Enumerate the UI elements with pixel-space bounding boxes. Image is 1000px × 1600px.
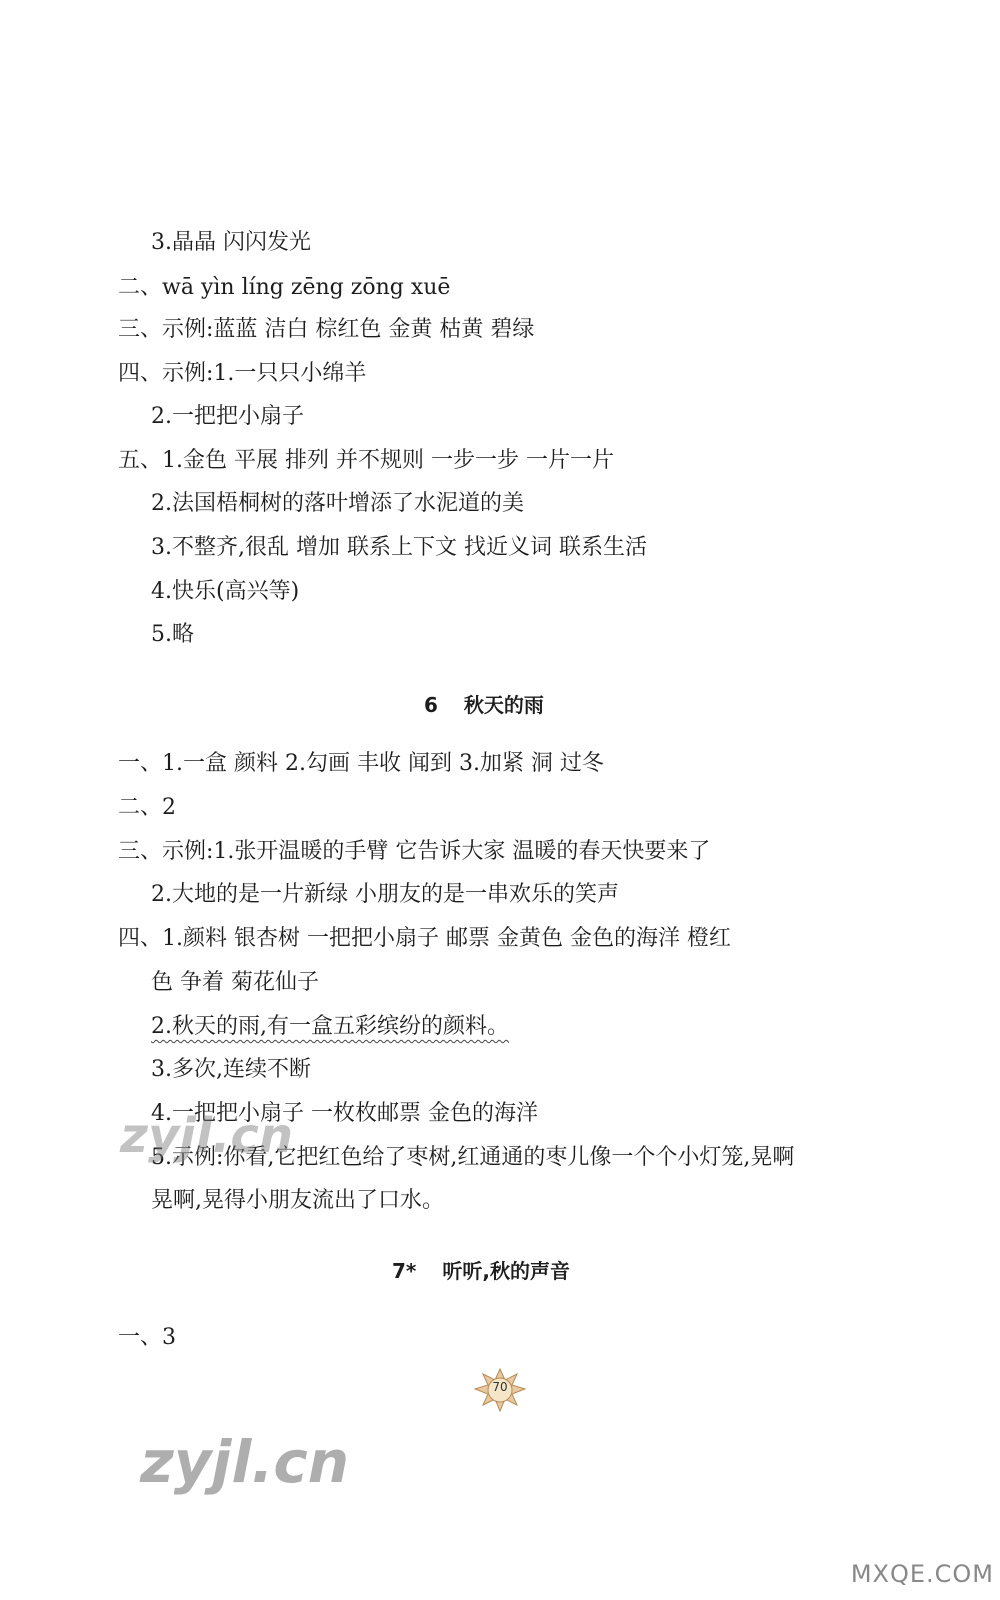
answer-line bbox=[151, 1016, 509, 1038]
answer-line: 三、示例:1.张开温暖的手臂 它告诉大家 温暖的春天快要来了 bbox=[118, 839, 711, 864]
answer-line: 3.晶晶 闪闪发光 bbox=[151, 230, 311, 255]
answer-line: 5.示例:你看,它把红色给了枣树,红通通的枣儿像一个个小灯笼,晃啊 bbox=[151, 1145, 795, 1170]
lesson-heading bbox=[392, 1255, 570, 1284]
answer-line: 二、wā yìn líng zēng zōng xuē bbox=[118, 275, 451, 300]
answer-line: 一、1.一盒 颜料 2.勾画 丰收 闻到 3.加紧 洞 过冬 bbox=[118, 751, 604, 776]
answer-line: 四、示例:1.一只只小绵羊 bbox=[118, 361, 367, 386]
answer-line: 三、示例:蓝蓝 洁白 棕红色 金黄 枯黄 碧绿 bbox=[118, 317, 535, 342]
page-number: 70 bbox=[492, 1380, 508, 1394]
answer-line: 一、3 bbox=[118, 1325, 176, 1350]
watermark-mid: zyjl.cn bbox=[120, 1108, 293, 1164]
lesson-title: 秋天的雨 bbox=[463, 693, 544, 717]
answer-line: 3.不整齐,很乱 增加 联系上下文 找近义词 联系生活 bbox=[151, 535, 647, 560]
lesson-number: 7* bbox=[392, 1259, 417, 1283]
lesson-title: 听听,秋的声音 bbox=[442, 1259, 570, 1283]
lesson-number: 6 bbox=[424, 693, 438, 717]
answer-line: 色 争着 菊花仙子 bbox=[151, 970, 319, 995]
answer-line: 4.快乐(高兴等) bbox=[151, 579, 300, 604]
answer-line: 4.一把把小扇子 一枚枚邮票 金色的海洋 bbox=[151, 1101, 538, 1126]
answer-line: 5.略 bbox=[151, 622, 194, 647]
answer-line: 3.多次,连续不断 bbox=[151, 1057, 311, 1082]
page-number-badge bbox=[474, 1368, 526, 1412]
answer-line: 二、2 bbox=[118, 795, 176, 820]
lesson-heading bbox=[424, 689, 544, 718]
answer-line: 五、1.金色 平展 排列 并不规则 一步一步 一片一片 bbox=[118, 448, 614, 473]
watermark-bottom: zyjl.cn bbox=[140, 1428, 350, 1496]
answer-line: 2.法国梧桐树的落叶增添了水泥道的美 bbox=[151, 491, 524, 516]
watermark-corner: MXQE.COM bbox=[850, 1560, 994, 1588]
answer-line: 四、1.颜料 银杏树 一把把小扇子 邮票 金黄色 金色的海洋 橙红 bbox=[118, 926, 731, 951]
answer-line: 2.一把把小扇子 bbox=[151, 404, 304, 429]
wavy-underlined-sentence: 2.秋天的雨,有一盒五彩缤纷的颜料。 bbox=[151, 1014, 509, 1039]
answer-line: 晃啊,晃得小朋友流出了口水。 bbox=[151, 1188, 444, 1213]
answer-line: 2.大地的是一片新绿 小朋友的是一串欢乐的笑声 bbox=[151, 882, 619, 907]
